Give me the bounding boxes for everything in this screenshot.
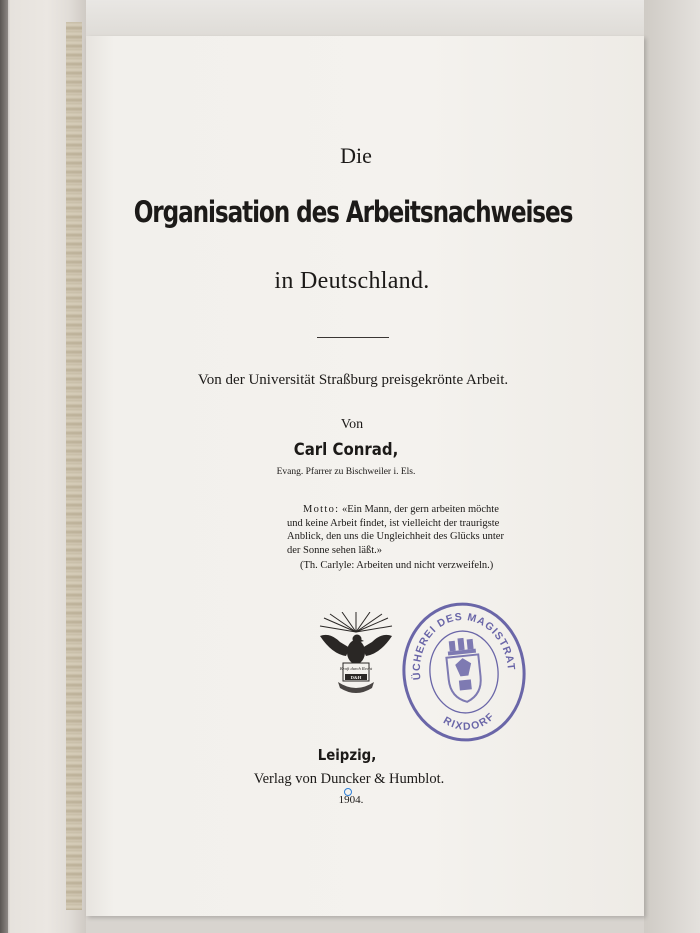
title-prefix: Die — [340, 143, 372, 168]
author-name: Carl Conrad, — [293, 440, 399, 460]
imprint-city: Leipzig, — [317, 746, 377, 764]
author-affiliation: Evang. Pfarrer zu Bischweiler i. Els. — [276, 467, 416, 477]
library-stamp — [400, 600, 528, 743]
motto-line-4: der Sonne sehen läßt.» — [287, 544, 383, 556]
coat-of-arms-icon — [445, 637, 484, 704]
svg-text:D&H: D&H — [350, 675, 362, 680]
motto-line-2: und keine Arbeit findet, ist vielleicht der traurigste — [287, 517, 500, 529]
main-title: Organisation des Arbeitsnachweises — [133, 195, 573, 229]
stamp-text: BÜCHEREI DES MAGISTRATS — [410, 610, 518, 681]
motto-line-3: Anblick, den uns die Ungleichheit des Glücks unter — [287, 531, 504, 543]
motto-line-1 — [287, 503, 557, 517]
background-right — [644, 0, 700, 933]
motto-attribution: (Th. Carlyle: Arbeiten und nicht verzweifeln.) — [300, 560, 494, 571]
subtitle: Von der Universität Straßburg preisgekrönte Arbeit. — [197, 372, 509, 388]
imprint-year: 1904. — [338, 794, 364, 806]
book-spine-binding — [66, 22, 82, 910]
title-suffix: in Deutschland. — [274, 268, 430, 294]
motto-text-1: «Ein Mann, der gern arbeiten möchte — [342, 504, 499, 515]
stamp-place: RIXDORF — [441, 709, 498, 733]
by-label: Von — [340, 417, 364, 432]
book-board-edge — [0, 0, 8, 933]
title-divider — [317, 337, 389, 338]
motto-label: Motto: — [303, 504, 340, 515]
motto-block — [287, 503, 557, 557]
emblem-motto: Kraft durch Recht — [339, 666, 373, 671]
imprint-publisher: Verlag von Duncker & Humblot. — [253, 771, 445, 787]
eagle-publisher-emblem-icon — [316, 612, 396, 702]
